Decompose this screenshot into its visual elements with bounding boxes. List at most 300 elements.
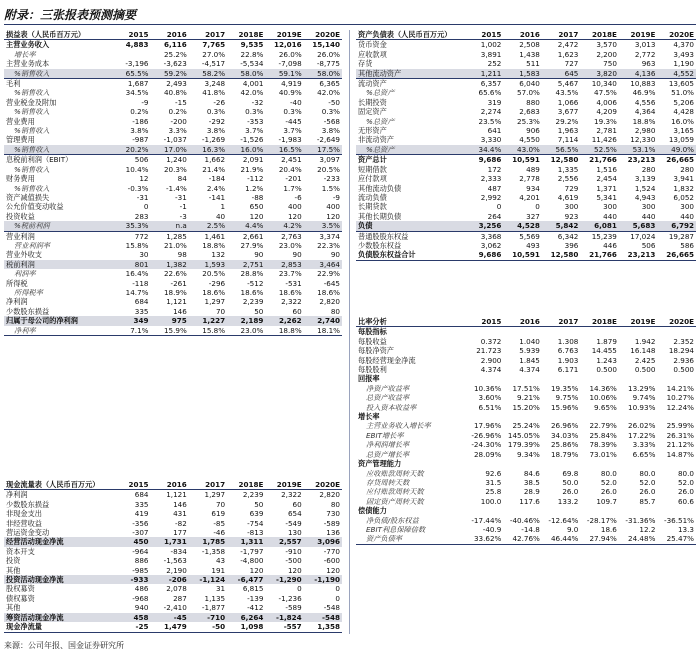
cell-value: 26.0% [278,49,302,59]
cell-value: 1,461 [189,231,227,241]
cell-value: 1.2% [245,183,264,193]
cell-value: -5,534 [240,59,264,69]
cell-value: 9.65% [594,402,617,412]
cell-value [580,506,619,515]
cell-value: 440 [641,211,656,221]
table-row [356,193,696,202]
table-row [356,59,696,68]
cell-value: 3,493 [673,49,694,59]
cell-value: 486 [134,584,149,594]
year-header: 2016 [503,30,542,40]
cell-value: -9 [141,97,149,107]
table-row [356,40,696,50]
row-label: EBIT利息保障倍数 [366,524,426,534]
cell-value: 2,333 [480,174,502,184]
cell-value: 1,002 [480,40,502,50]
cell-value [503,327,542,337]
cell-value: 2,820 [319,297,340,307]
cell-value: 19.3% [594,116,617,126]
table-row [356,421,696,430]
cell-value: -12.64% [548,515,579,525]
cell-value: -356 [132,518,149,528]
cell-value: 619 [211,509,226,519]
cell-value: -1,797 [240,546,264,556]
section-title: 现金流量表（人民币百万元） [4,480,112,490]
row-label: 税前利润 [4,260,112,269]
cell-value: 446 [603,240,617,250]
cell-value: 18.6% [202,287,226,297]
cell-value: 15,239 [580,231,619,241]
cell-value: -233 [323,174,340,184]
title-rule [4,24,696,25]
cell-value: -85 [213,518,226,528]
cell-value: -968 [132,593,149,603]
table-row [4,556,342,565]
table-row [356,374,696,383]
cell-value: 120 [326,565,340,575]
cell-value: 6,264 [227,613,265,622]
cell-value: -292 [208,116,226,126]
row-label: 负债股东权益合计 [356,250,465,260]
year-header: 2019E [265,480,303,490]
cell-value: 0 [335,593,340,603]
cell-value: 42.0% [317,88,340,98]
cell-value: -32 [251,97,264,107]
year-header: 2019E [619,30,658,40]
cell-value: 2,451 [265,155,303,165]
cell-value: -24.30% [471,440,502,450]
cell-value: -141 [208,192,226,202]
cell-value: -184 [208,174,226,184]
row-label: %销售收入 [4,69,112,79]
table-row [4,279,342,288]
cell-value: 70 [215,306,226,316]
cell-value: 21,766 [580,250,619,260]
cell-value: 300 [680,202,694,212]
cell-value: 9,686 [465,250,504,260]
cell-value: 80.0 [677,468,694,478]
cell-value: 12 [139,174,149,184]
cell-value: 16.0% [671,116,694,126]
table-row [4,79,342,89]
cell-value: -200 [170,116,187,126]
cell-value: -1,877 [201,603,226,613]
cell-value: 684 [134,490,149,500]
cell-value: -548 [323,603,340,613]
cell-value: -531 [285,278,302,288]
row-label: 每股净资产 [358,346,394,356]
cell-value: 6,365 [304,79,342,89]
cell-value: 6,116 [164,40,187,50]
cell-value: 2,322 [281,297,302,307]
cell-value: 650 [249,202,264,212]
cell-value: -1,190 [304,575,342,584]
cell-value: 85.7 [639,496,656,506]
cell-value: 3,891 [480,49,502,59]
cell-value: -2,410 [163,603,187,613]
cell-value: 69.8 [562,468,579,478]
cell-value: 1.040 [519,336,540,346]
row-label: 长期投资 [358,97,387,107]
cell-value: 3,165 [673,126,694,136]
cell-value: 5,683 [619,221,658,231]
cell-value: 34.4% [465,145,504,155]
cell-value: 13.29% [628,383,656,393]
cell-value: -40 [289,97,302,107]
cell-value: 1,227 [189,316,227,325]
table-row [4,500,342,509]
row-label: 筹资活动现金净流 [4,613,112,622]
cell-value [580,459,619,468]
table-row [4,202,342,211]
cell-value: 50 [254,499,264,509]
cell-value: 639 [249,509,264,519]
cell-value: -1,983 [278,135,302,145]
table-row [356,516,696,525]
table-row [4,613,342,622]
cell-value: 3,248 [189,79,227,89]
cell-value: 18.6% [317,287,340,297]
cell-value: 23,213 [619,155,658,165]
cell-value: 1,623 [557,49,579,59]
cell-value: -3,623 [163,59,187,69]
cell-value: 43.0% [503,145,542,155]
cell-value: 801 [112,260,150,269]
cell-value: -548 [304,613,342,622]
cell-value: 0 [143,202,149,212]
cell-value: 0 [335,584,340,594]
table-row [4,59,342,68]
cell-value: 13.3 [677,524,694,534]
cell-value: 17,024 [619,231,658,241]
table-row [356,365,696,374]
cell-value: 4,428 [673,107,694,117]
cell-value: -82 [175,518,187,528]
row-label: 普通股股东权益 [356,231,465,241]
cell-value: 53.1% [619,145,658,155]
cell-value: 92.6 [485,468,502,478]
table-row [356,497,696,506]
cell-value [542,374,581,383]
table-header-row [356,30,696,40]
cell-value [542,327,581,337]
row-label: 投资活动现金净流 [4,575,112,584]
cell-value: 42.0% [240,88,264,98]
cell-value: 52.0 [639,477,656,487]
cell-value: 1,211 [465,69,504,79]
cell-value: 1,593 [189,260,227,269]
row-label: 负债 [356,221,465,231]
cell-value: 2,661 [227,231,265,241]
cell-value: 6,342 [542,231,581,241]
cell-value: 3,570 [596,40,617,50]
cell-value: -9 [332,192,340,202]
table-row [4,603,342,612]
cell-value: 80.0 [639,468,656,478]
ratios-table [356,317,696,545]
cell-value: 2,078 [166,584,187,594]
cell-value: -139 [247,593,264,603]
table-row [4,326,342,336]
row-label: 固定资产周转天数 [366,496,424,506]
row-label: 应付账款周转天数 [366,487,424,497]
table-header-row [356,317,696,327]
cell-value: -600 [323,556,340,566]
row-label: 现金净流量 [4,622,112,632]
cell-value: 2,778 [519,174,540,184]
table-row [356,145,696,155]
cell-value: -770 [323,546,340,556]
cell-value: 1,731 [151,537,189,546]
cell-value: 5,842 [542,221,581,231]
cell-value: 2,820 [319,490,340,500]
row-label: %总资产 [366,88,395,98]
table-row [4,269,342,278]
cell-value: -40.46% [509,515,540,525]
cell-value: 10,883 [619,79,658,89]
cell-value: 73.01% [589,449,617,459]
row-label: 投资收益 [6,211,35,221]
cell-value: 80.0 [600,468,617,478]
cell-value: 1,135 [204,593,226,603]
row-label: 流动负债 [358,192,387,202]
row-label: 营运资金变动 [6,528,50,538]
cell-value: 4,943 [634,192,656,202]
table-row [356,403,696,412]
cell-value: 35.3% [112,221,150,231]
cell-value: 50 [254,306,264,316]
cell-value: 300 [564,202,579,212]
cell-value: 27.94% [580,534,619,544]
year-header: 2015 [465,317,504,327]
cell-value: 2,493 [151,79,189,89]
row-label: %总资产 [366,116,395,126]
cell-value: 120 [287,565,302,575]
cell-value: -40.9 [482,524,502,534]
cell-value: 15.8% [125,240,149,250]
row-label: %销售收入 [14,183,50,193]
cell-value: -1,824 [265,613,303,622]
cell-value: 12.24% [666,402,694,412]
cell-value: 145.05% [507,430,540,440]
cell-value: -46 [213,528,226,538]
cell-value: 40.8% [163,88,187,98]
cell-value: 1,297 [204,297,226,307]
cell-value: 4.374 [519,365,540,375]
row-label: 少数股东损益 [6,499,50,509]
table-row [356,469,696,478]
table-row [4,250,342,259]
cell-value: -754 [247,518,264,528]
cell-value: 280 [680,164,694,174]
cell-value: 23.0% [278,240,302,250]
cell-value: 14.87% [666,449,694,459]
row-label: 营业费用 [6,116,35,126]
cell-value: 47.5% [594,88,617,98]
cell-value: 12,580 [542,250,581,260]
cell-value: 43 [215,556,226,566]
table-row [4,88,342,97]
row-label: 增长率 [358,412,380,422]
cell-value: 34.5% [125,88,149,98]
cell-value: 3,374 [304,231,342,241]
cell-value: 21.723 [476,346,502,356]
cell-value: 23.5% [478,116,502,126]
cell-value: 6.51% [478,402,502,412]
cell-value: 4,556 [634,97,656,107]
cell-value: 1,524 [634,183,656,193]
cell-value [619,374,658,383]
table-row [4,575,342,584]
table-row [4,126,342,135]
cell-value: 1,662 [189,155,227,165]
cell-value: 3,139 [634,174,656,184]
cell-value: 489 [526,164,540,174]
cell-value: 28.09% [473,449,502,459]
cell-value: 16.0% [227,145,265,155]
table-row [4,117,342,126]
cell-value: 26.0% [317,49,340,59]
row-label: %销售收入 [14,107,50,117]
cell-value: 1,479 [151,622,189,632]
cell-value: 1.308 [557,336,579,346]
cell-value: -296 [208,278,226,288]
row-label: 货币资金 [358,40,387,50]
cell-value: 283 [134,211,149,221]
cell-value: 84 [177,174,187,184]
row-label: 资本开支 [6,546,35,556]
cell-value: 26.0 [600,487,617,497]
cell-value: 4,370 [673,40,694,50]
cell-value: 25.8 [485,487,502,497]
table-row [4,297,342,306]
cell-value: 264 [487,211,502,221]
cell-value: 3.5% [304,221,342,231]
row-label: 其他长期负债 [358,211,402,221]
cell-value: 1,963 [557,126,579,136]
cell-value: 18.9% [163,287,187,297]
cell-value: -186 [132,116,149,126]
table-row [4,221,342,231]
cell-value: 963 [641,59,656,69]
cell-value: 30 [139,250,149,260]
cell-value: 6,792 [657,221,696,231]
cell-value: 727 [564,59,579,69]
cell-value: 20.5% [202,269,226,279]
cell-value: 22.6% [163,269,187,279]
year-header: 2019E [619,317,658,327]
row-label: 非流动资产 [358,135,394,145]
cell-value: 431 [173,509,187,519]
year-header: 2019E [265,30,303,40]
cell-value: 18.1% [304,326,342,336]
cell-value: 27.9% [240,240,264,250]
table-row [356,327,696,337]
cell-value: 1,121 [166,297,187,307]
cell-value: 20.2% [112,145,150,155]
table-header-row [4,480,342,490]
cell-value: 18.79% [550,449,579,459]
cell-value: 4.2% [265,221,303,231]
cell-value: -6 [294,192,302,202]
cell-value: 90 [330,250,340,260]
cell-value: 6,815 [242,584,264,594]
cell-value: 18.8% [632,116,656,126]
table-row [4,528,342,537]
table-row [356,184,696,193]
cell-value: 2,853 [265,260,303,269]
table-row [356,117,696,126]
cell-value: 17.96% [473,421,502,431]
cell-value: 396 [564,240,579,250]
table-row [356,412,696,421]
table-row [356,135,696,144]
cell-value: 23,213 [619,250,658,260]
cell-value: 6,040 [503,79,542,89]
cell-value: 2,508 [519,40,540,50]
cell-value: 177 [173,528,187,538]
cell-value: -7,098 [278,59,302,69]
table-row [4,537,342,546]
cell-value: 21.9% [240,164,264,174]
cell-value: 2,557 [265,537,303,546]
cell-value: 1,785 [189,537,227,546]
cell-value: 80 [330,499,340,509]
cell-value: 7.1% [112,326,150,336]
cell-value: -50 [189,622,227,632]
cell-value: -3 [179,211,187,221]
table-row [356,337,696,346]
cell-value: 9.75% [555,393,579,403]
cell-value: 132 [211,250,226,260]
cell-value: 440 [603,211,617,221]
row-label: 毛利 [4,79,112,89]
table-row [4,566,342,575]
cell-value: 4,364 [634,107,656,117]
cell-value: 26.31% [666,430,694,440]
cell-value: 5,206 [673,97,694,107]
cell-value: -834 [170,546,187,556]
cell-value: 750 [603,59,617,69]
cell-value: 14.21% [666,383,694,393]
cell-value: 90 [254,250,264,260]
cell-value: -201 [285,174,302,184]
cell-value: 3,097 [304,155,342,165]
row-label: 资产负债率 [356,534,465,544]
cell-value: 56.5% [542,145,581,155]
cell-value: -50 [328,97,340,107]
row-label: 每股指标 [358,327,387,337]
cell-value: 1,297 [204,490,226,500]
cell-value [503,412,542,421]
cell-value: 3.7% [283,126,302,136]
cell-value: 26.0 [562,487,579,497]
cell-value: 21.0% [163,240,187,250]
cell-value: 6.763 [557,346,579,356]
cash-flow-panel [4,480,342,633]
cell-value: 14.455 [591,346,617,356]
year-header: 2017 [542,30,581,40]
cell-value: 4,201 [519,192,540,202]
cell-value: 3.7% [245,126,264,136]
row-label: 净利润 [6,490,28,500]
cell-value: -500 [285,556,302,566]
cell-value: -36.51% [664,515,694,525]
cell-value: 46.9% [632,88,656,98]
cell-value: 506 [641,240,656,250]
cell-value: 0.3% [245,107,264,117]
cell-value: -1,037 [163,135,187,145]
